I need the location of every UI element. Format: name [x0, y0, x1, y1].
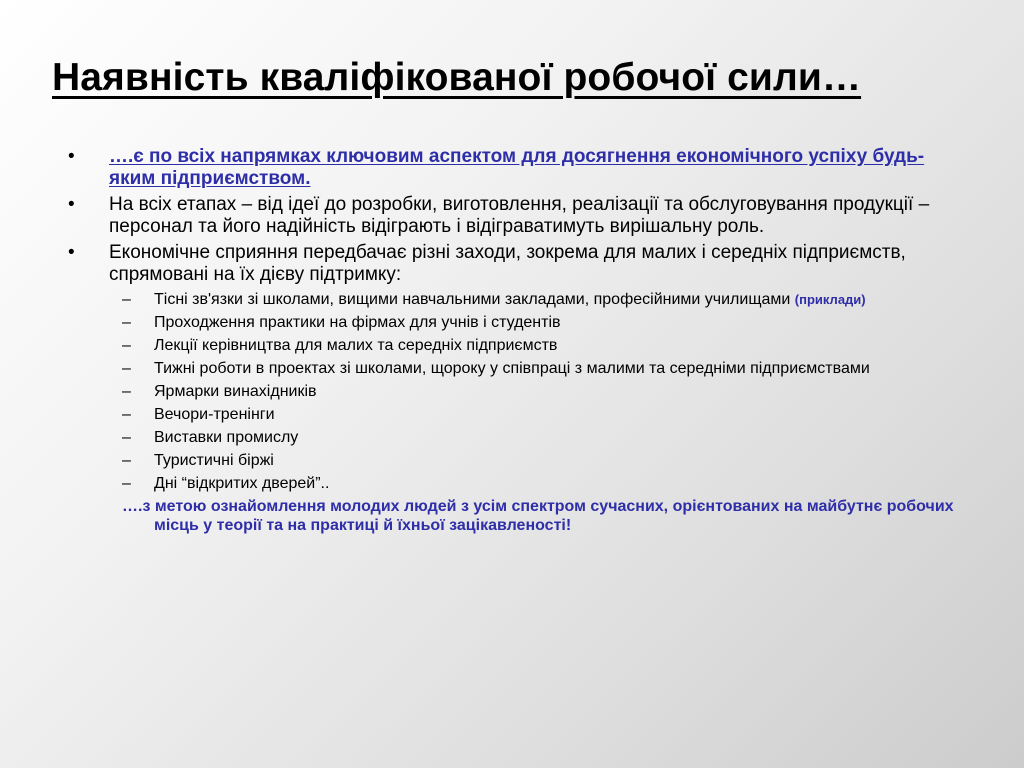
sub-bullet-text: Ярмарки винахідників [154, 383, 317, 400]
sub-bullet-item [68, 382, 968, 401]
sub-bullet-item [68, 428, 968, 447]
dash-marker: – [122, 475, 131, 492]
sub-bullet-item [68, 290, 968, 309]
sub-bullet-text: Туристичні біржі [154, 452, 274, 469]
dash-marker: – [122, 429, 131, 446]
bullet-text: На всіх етапах – від ідеї до розробки, виготовлення, реалізації та обслуговування продукції – персонал та його надійність відіграють і відіграватимуть вирішальну роль. [109, 194, 930, 237]
slide-content [68, 146, 968, 535]
bullet-marker: • [68, 194, 75, 215]
examples-link[interactable]: (приклади) [794, 292, 866, 307]
bullet-text: Економічне сприяння передбачає різні заходи, зокрема для малих і середніх підприємств, спрямовані на їх дієву підтримку: [109, 242, 906, 285]
bullet-marker: • [68, 242, 75, 263]
slide-title: Наявність кваліфікованої робочої сили… [52, 56, 862, 99]
bullet-marker: • [68, 146, 75, 167]
sub-bullet-item [68, 313, 968, 332]
dash-marker: – [122, 406, 131, 423]
bullet-item [68, 146, 968, 190]
dash-marker: – [122, 314, 131, 331]
dash-marker: – [122, 337, 131, 354]
sub-bullet-text: Виставки промислу [154, 429, 299, 446]
sub-bullet-text: Тісні зв'язки зі школами, вищими навчальними закладами, професійними училищами [154, 291, 791, 308]
sub-bullet-item [68, 336, 968, 355]
sub-bullet-text: Дні “відкритих дверей”.. [154, 475, 330, 492]
sub-bullet-text: Тижні роботи в проектах зі школами, щороку у співпраці з малими та середніми підприємствами [154, 360, 870, 377]
bullet-item [68, 242, 968, 286]
sub-bullet-item [68, 474, 968, 493]
highlighted-link-text[interactable]: ….є по всіх напрямках ключовим аспектом для досягнення економічного успіху будь-яким підприємством. [109, 146, 925, 189]
sub-bullet-text: Вечори-тренінги [154, 406, 275, 423]
bullet-item [68, 194, 968, 238]
sub-bullet-item [68, 405, 968, 424]
sub-bullet-text: Лекції керівництва для малих та середніх підприємств [154, 337, 558, 354]
dash-marker: – [122, 360, 131, 377]
sub-bullet-item [68, 451, 968, 470]
sub-bullet-text: Проходження практики на фірмах для учнів і студентів [154, 314, 561, 331]
dash-marker: – [122, 383, 131, 400]
dash-marker: – [122, 452, 131, 469]
sub-bullet-item [68, 359, 968, 378]
dash-marker: – [122, 291, 131, 308]
conclusion-text: ….з метою ознайомлення молодих людей з усім спектром сучасних, орієнтованих на майбутнє робочих місць у теорії та на практиці й їхньої зацікавленості! [122, 498, 954, 534]
